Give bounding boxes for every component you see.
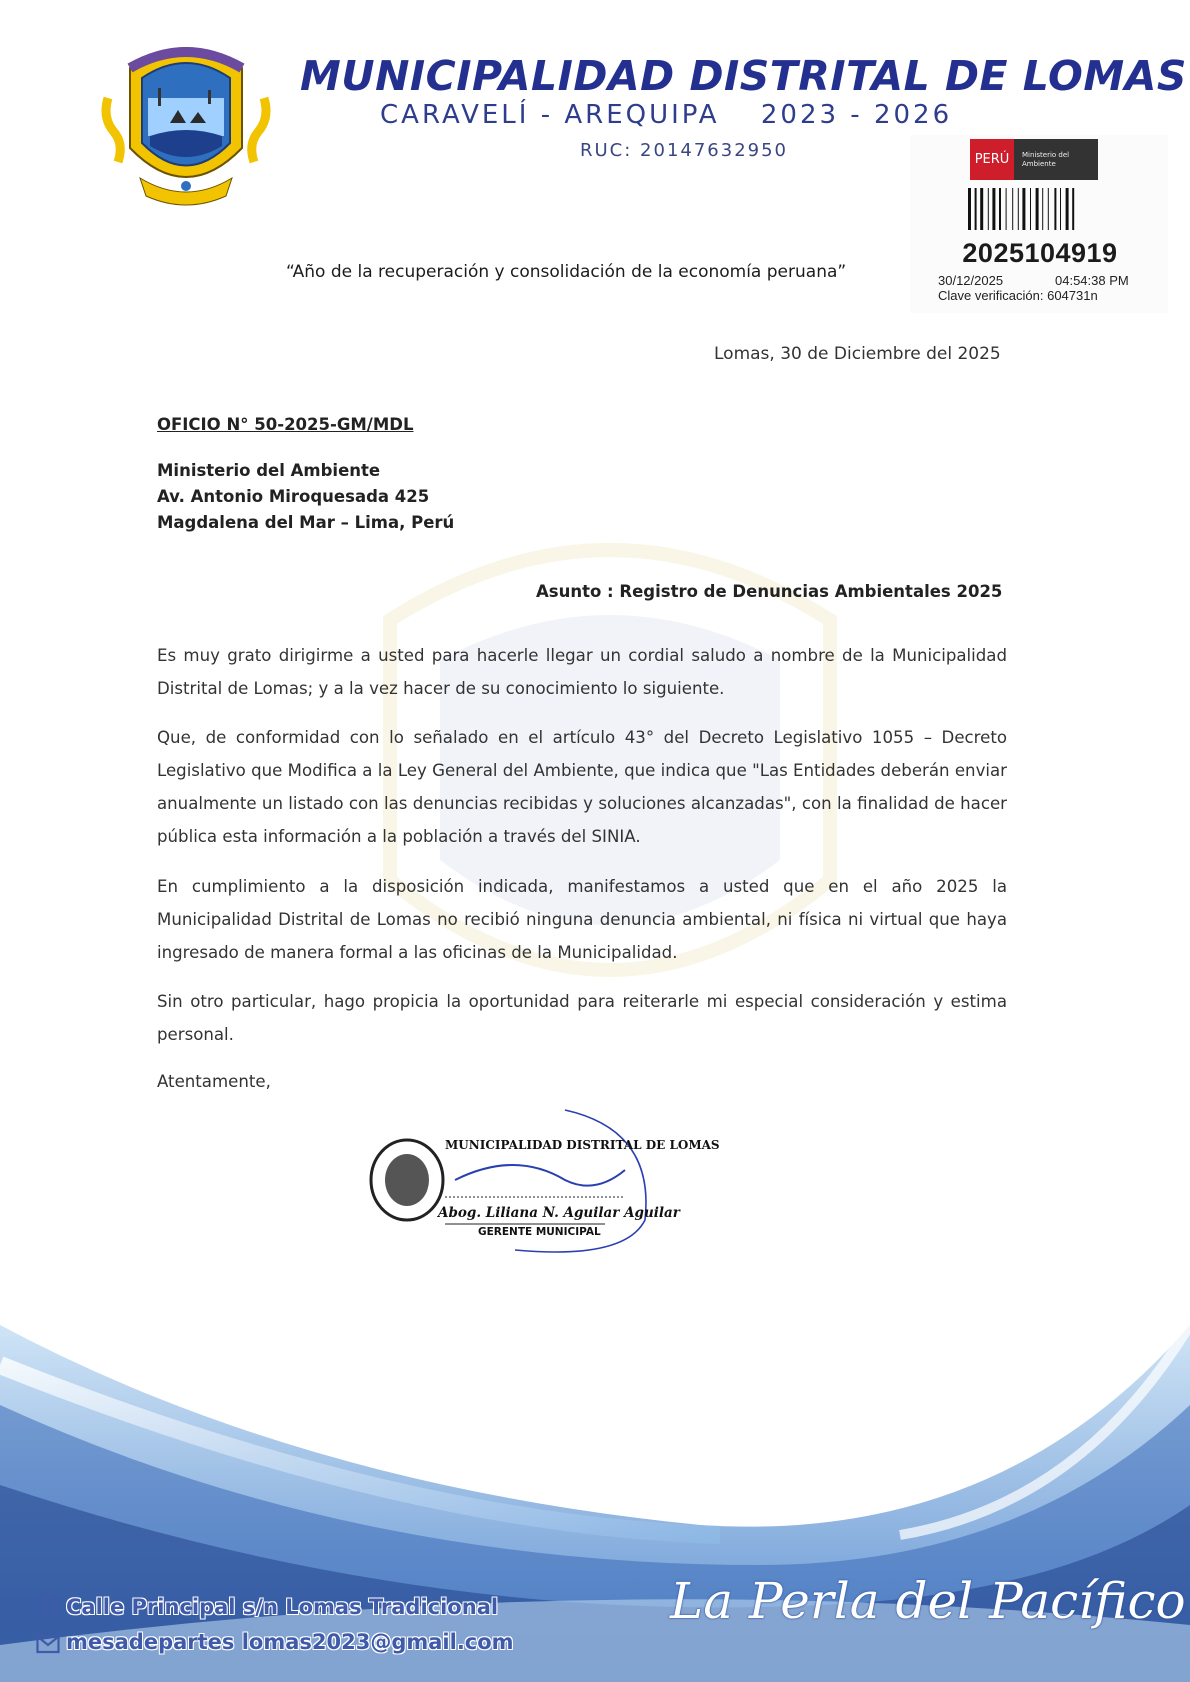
year-motto: “Año de la recuperación y consolidación de la economía peruana” <box>286 262 847 282</box>
ruc-number: RUC: 20147632950 <box>580 140 789 161</box>
signature-institution: MUNICIPALIDAD DISTRITAL DE LOMAS <box>445 1138 720 1152</box>
location-pin-icon <box>36 1593 60 1621</box>
recipient-line-2: Av. Antonio Miroquesada 425 <box>157 487 430 506</box>
registry-number: 2025104919 <box>962 238 1118 268</box>
email-icon <box>36 1634 60 1654</box>
municipality-name: MUNICIPALIDAD DISTRITAL DE LOMAS <box>300 52 1187 100</box>
oficio-number: OFICIO N° 50-2025-GM/MDL <box>157 415 414 434</box>
verification-key: Clave verificación: 604731n <box>938 288 1098 303</box>
letter-date: Lomas, 30 de Diciembre del 2025 <box>714 344 1001 364</box>
peru-flag-badge: PERÚ <box>970 139 1014 180</box>
footer-address: Calle Principal s/n Lomas Tradicional <box>66 1595 499 1619</box>
paragraph-4: Sin otro particular, hago propicia la oportunidad para reiterarle mi especial consideración y estima personal. <box>157 992 1007 1044</box>
barcode-icon <box>968 188 1116 230</box>
signer-name: Abog. Liliana N. Aguilar Aguilar <box>438 1205 680 1221</box>
recipient-line-1: Ministerio del Ambiente <box>157 461 381 480</box>
ministry-badge: Ministerio del Ambiente <box>1014 139 1098 180</box>
recipient-line-3: Magdalena del Mar – Lima, Perú <box>157 513 455 532</box>
closing: Atentamente, <box>157 1072 271 1091</box>
footer-slogan: La Perla del Pacífico <box>670 1572 1186 1630</box>
stamp-time: 04:54:38 PM <box>1055 273 1129 288</box>
paragraph-2: Que, de conformidad con lo señalado en el artículo 43° del Decreto Legislativo 1055 – Decreto Legislativo que Modifica a la Ley General del Ambiente, que indica que "Las Entidades deberán enviar anualmente un listado con las denuncias recibidas y soluciones alcanzadas", con la finalidad de hacer pública esta información a la población a través del SINIA. <box>157 728 1007 846</box>
paragraph-1: Es muy grato dirigirme a usted para hacerle llegar un cordial saludo a nombre de la Municipalidad Distrital de Lomas; y a la vez hacer de su conocimiento lo siguiente. <box>157 646 1007 698</box>
footer-email[interactable]: mesadepartes lomas2023@gmail.com <box>66 1630 514 1654</box>
paragraph-3: En cumplimiento a la disposición indicada, manifestamos a usted que en el año 2025 la Municipalidad Distrital de Lomas no recibió ninguna denuncia ambiental, ni física ni virtual que haya ingresado de manera formal a las oficinas de la Municipalidad. <box>157 877 1007 962</box>
letter-subject: Asunto : Registro de Denuncias Ambientales 2025 <box>536 582 1003 601</box>
signer-title: GERENTE MUNICIPAL <box>478 1226 601 1238</box>
period-text: 2023 - 2026 <box>760 100 953 130</box>
municipal-crest-logo <box>100 28 272 206</box>
location-text: CARAVELÍ - AREQUIPA <box>380 100 720 130</box>
stamp-date: 30/12/2025 <box>938 273 1004 288</box>
municipality-location <box>380 100 1020 130</box>
